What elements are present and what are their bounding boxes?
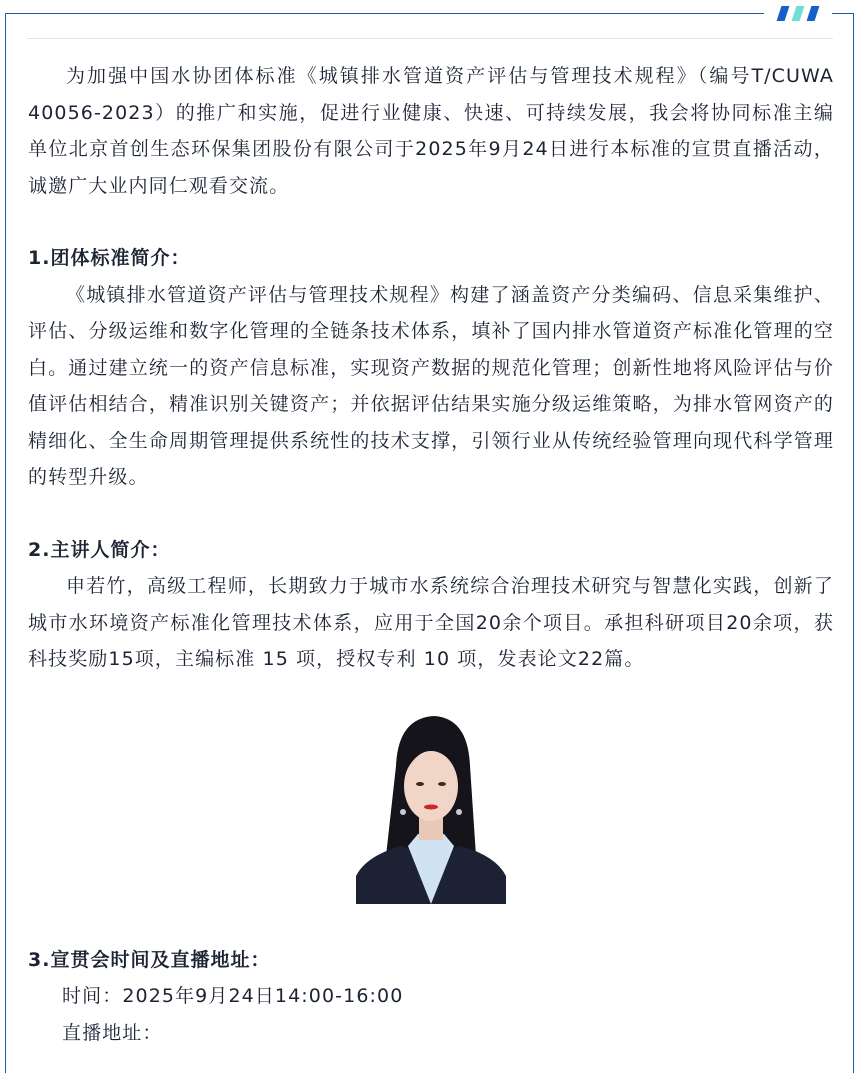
spacer — [28, 204, 834, 240]
divider — [27, 38, 833, 39]
intro-paragraph: 为加强中国水协团体标准《城镇排水管道资产评估与管理技术规程》（编号T/CUWA 40056-2023）的推广和实施，促进行业健康、快速、可持续发展，我会将协同标准主编单位北京首创生态环保集团股份有限公司于2025年9月24日进行本标准的宣贯直播活动，诚邀广大业内同仁观看交流。 — [28, 65, 834, 197]
decoration-stripes — [764, 4, 832, 22]
section-heading-schedule: 3.宣贯会时间及直播地址： — [28, 948, 271, 971]
section-heading-speaker: 2.主讲人简介： — [28, 538, 171, 561]
standard-description: 《城镇排水管道资产评估与管理技术规程》构建了涵盖资产分类编码、信息采集维护、评估、分级运维和数字化管理的全链条技术体系，填补了国内排水管道资产标准化管理的空白。通过建立统一的资产信息标准，实现资产数据的规范化管理；创新性地将风险评估与价值评估相结合，精准识别关键资产；并依据评估结果实施分级运维策略，为排水管网资产的精细化、全生命周期管理提供系统性的技术支撑，引领行业从传统经验管理向现代科学管理的转型升级。 — [28, 283, 834, 488]
stripe-icon — [807, 6, 820, 21]
speaker-photo — [356, 706, 506, 904]
address-label: 直播地址： — [62, 1021, 163, 1044]
schedule-time — [28, 978, 834, 1015]
portrait-icon — [356, 706, 506, 904]
section-heading-standard: 1.团体标准简介： — [28, 247, 191, 269]
speaker-description: 申若竹，高级工程师，长期致力于城市水系统综合治理技术研究与智慧化实践，创新了城市水环境资产标准化管理技术体系，应用于全国20余个项目。承担科研项目20余项，获科技奖励15项，主编标准 15 项，授权专利 10 项，发表论文22篇。 — [28, 575, 834, 670]
time-label: 时间： — [62, 985, 123, 1007]
spacer — [28, 496, 834, 532]
article-content — [28, 58, 834, 1051]
time-value: 2025年9月24日14:00-16:00 — [122, 985, 404, 1007]
photo-container — [28, 706, 834, 904]
stripe-icon — [792, 6, 805, 21]
stripe-icon — [777, 6, 790, 21]
live-address — [28, 1015, 834, 1052]
